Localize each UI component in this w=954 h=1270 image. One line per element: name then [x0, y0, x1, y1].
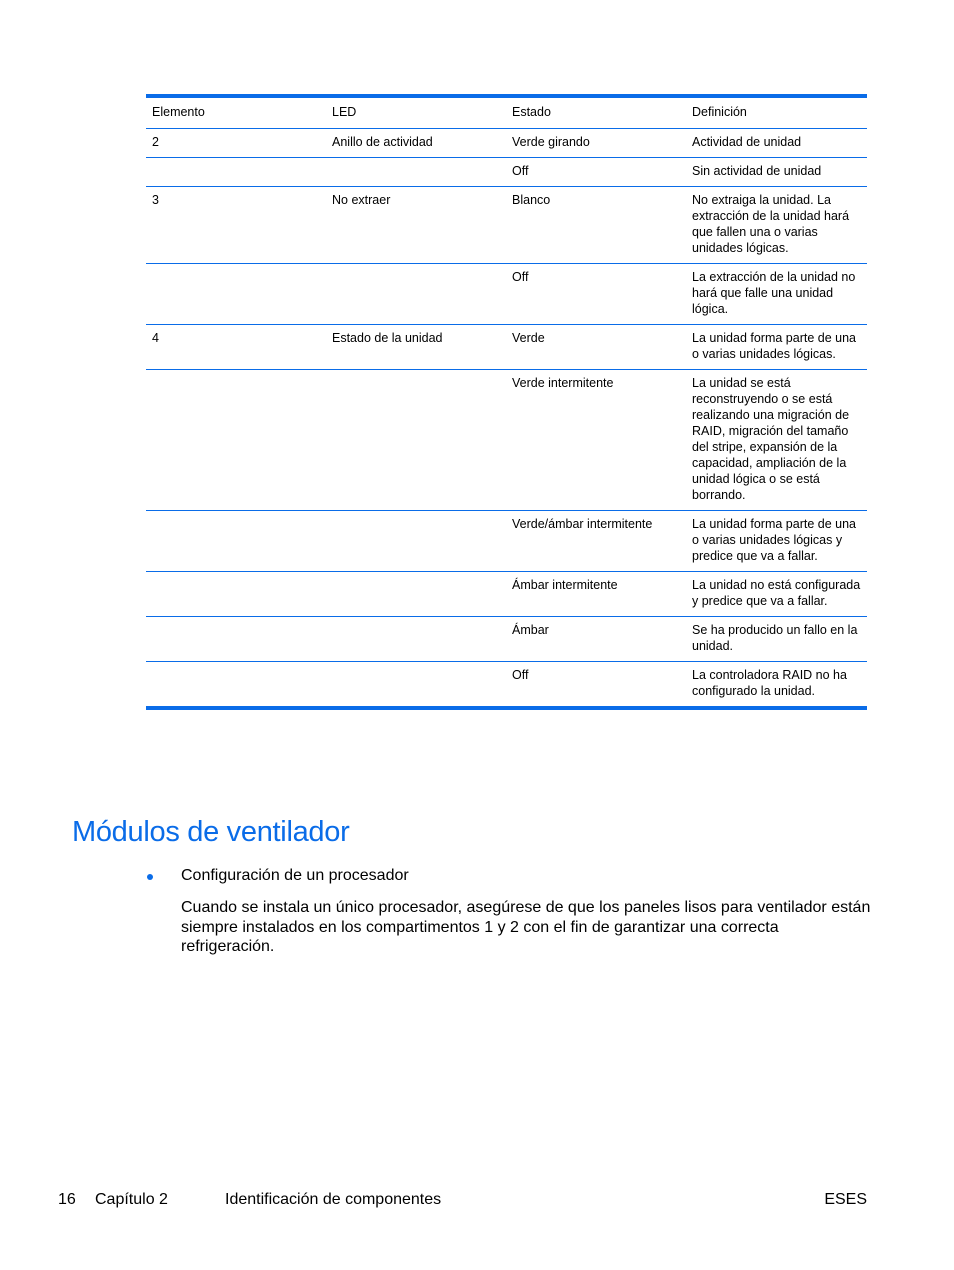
cell-definicion: La unidad forma parte de una o varias unidades lógicas. [692, 331, 857, 361]
doc-code: ESES [824, 1191, 867, 1208]
bullet-dot-icon [147, 874, 153, 880]
cell-definicion: La unidad no está configurada y predice que va a fallar. [692, 578, 861, 608]
table-row [146, 129, 867, 158]
cell-estado: Verde [512, 331, 545, 345]
cell-led: No extraer [332, 193, 391, 207]
header-elemento: Elemento [152, 105, 205, 119]
cell-led [326, 572, 506, 617]
cell-estado: Verde girando [512, 135, 590, 149]
cell-led: Anillo de actividad [332, 135, 433, 149]
header-estado: Estado [512, 105, 551, 119]
header-definicion: Definición [692, 105, 747, 119]
cell-elemento: 2 [152, 135, 159, 149]
section-title: Módulos de ventilador [72, 816, 350, 848]
cell-led [326, 158, 506, 187]
cell-elemento [146, 572, 326, 617]
cell-definicion: La extracción de la unidad no hará que falle una unidad lógica. [692, 270, 856, 316]
cell-led [326, 264, 506, 325]
cell-estado: Verde/ámbar intermitente [512, 517, 653, 531]
header-led: LED [332, 105, 357, 119]
table-row [146, 158, 867, 187]
cell-led [326, 617, 506, 662]
table-row [146, 511, 867, 572]
cell-estado: Ámbar intermitente [512, 578, 618, 592]
cell-definicion: La unidad se está reconstruyendo o se está realizando una migración de RAID, migración del tamaño del stripe, expansión de la capacidad, ampliación de la unidad lógica o se está borrando. [692, 376, 850, 502]
table-row [146, 370, 867, 511]
body-paragraph: Cuando se instala un único procesador, asegúrese de que los paneles lisos para ventilador están siempre instalados en los compartimentos 1 y 2 con el fin de garantizar una correcta refrigeración. [181, 899, 871, 955]
cell-elemento [146, 511, 326, 572]
cell-led: Estado de la unidad [332, 331, 443, 345]
cell-led [326, 511, 506, 572]
led-status-table [146, 94, 867, 710]
cell-elemento [146, 264, 326, 325]
cell-estado: Verde intermitente [512, 376, 614, 390]
cell-elemento [146, 662, 326, 709]
table-row [146, 187, 867, 264]
cell-definicion: Se ha producido un fallo en la unidad. [692, 623, 858, 653]
table-row [146, 264, 867, 325]
cell-estado: Off [512, 270, 529, 284]
page-number: 16 [58, 1191, 76, 1208]
chapter-label: Capítulo 2 [95, 1191, 168, 1208]
cell-led [326, 662, 506, 709]
table-row [146, 617, 867, 662]
cell-elemento [146, 158, 326, 187]
cell-elemento: 4 [152, 331, 159, 345]
cell-definicion: Actividad de unidad [692, 135, 802, 149]
table-header-row [146, 96, 867, 129]
cell-definicion: No extraiga la unidad. La extracción de la unidad hará que fallen una o varias unidades lógicas. [692, 193, 850, 255]
cell-estado: Ámbar [512, 623, 549, 637]
cell-estado: Off [512, 668, 529, 682]
table-row [146, 572, 867, 617]
table-row [146, 325, 867, 370]
cell-estado: Blanco [512, 193, 551, 207]
cell-estado: Off [512, 164, 529, 178]
led-status-table-container [146, 94, 867, 710]
table-row [146, 662, 867, 709]
bullet-text: Configuración de un procesador [181, 867, 409, 884]
cell-definicion: Sin actividad de unidad [692, 164, 822, 178]
cell-elemento: 3 [152, 193, 159, 207]
cell-definicion: La unidad forma parte de una o varias unidades lógicas y predice que va a fallar. [692, 517, 857, 563]
cell-definicion: La controladora RAID no ha configurado la unidad. [692, 668, 847, 698]
cell-led [326, 370, 506, 511]
chapter-title: Identificación de componentes [225, 1191, 442, 1208]
cell-elemento [146, 617, 326, 662]
cell-elemento [146, 370, 326, 511]
